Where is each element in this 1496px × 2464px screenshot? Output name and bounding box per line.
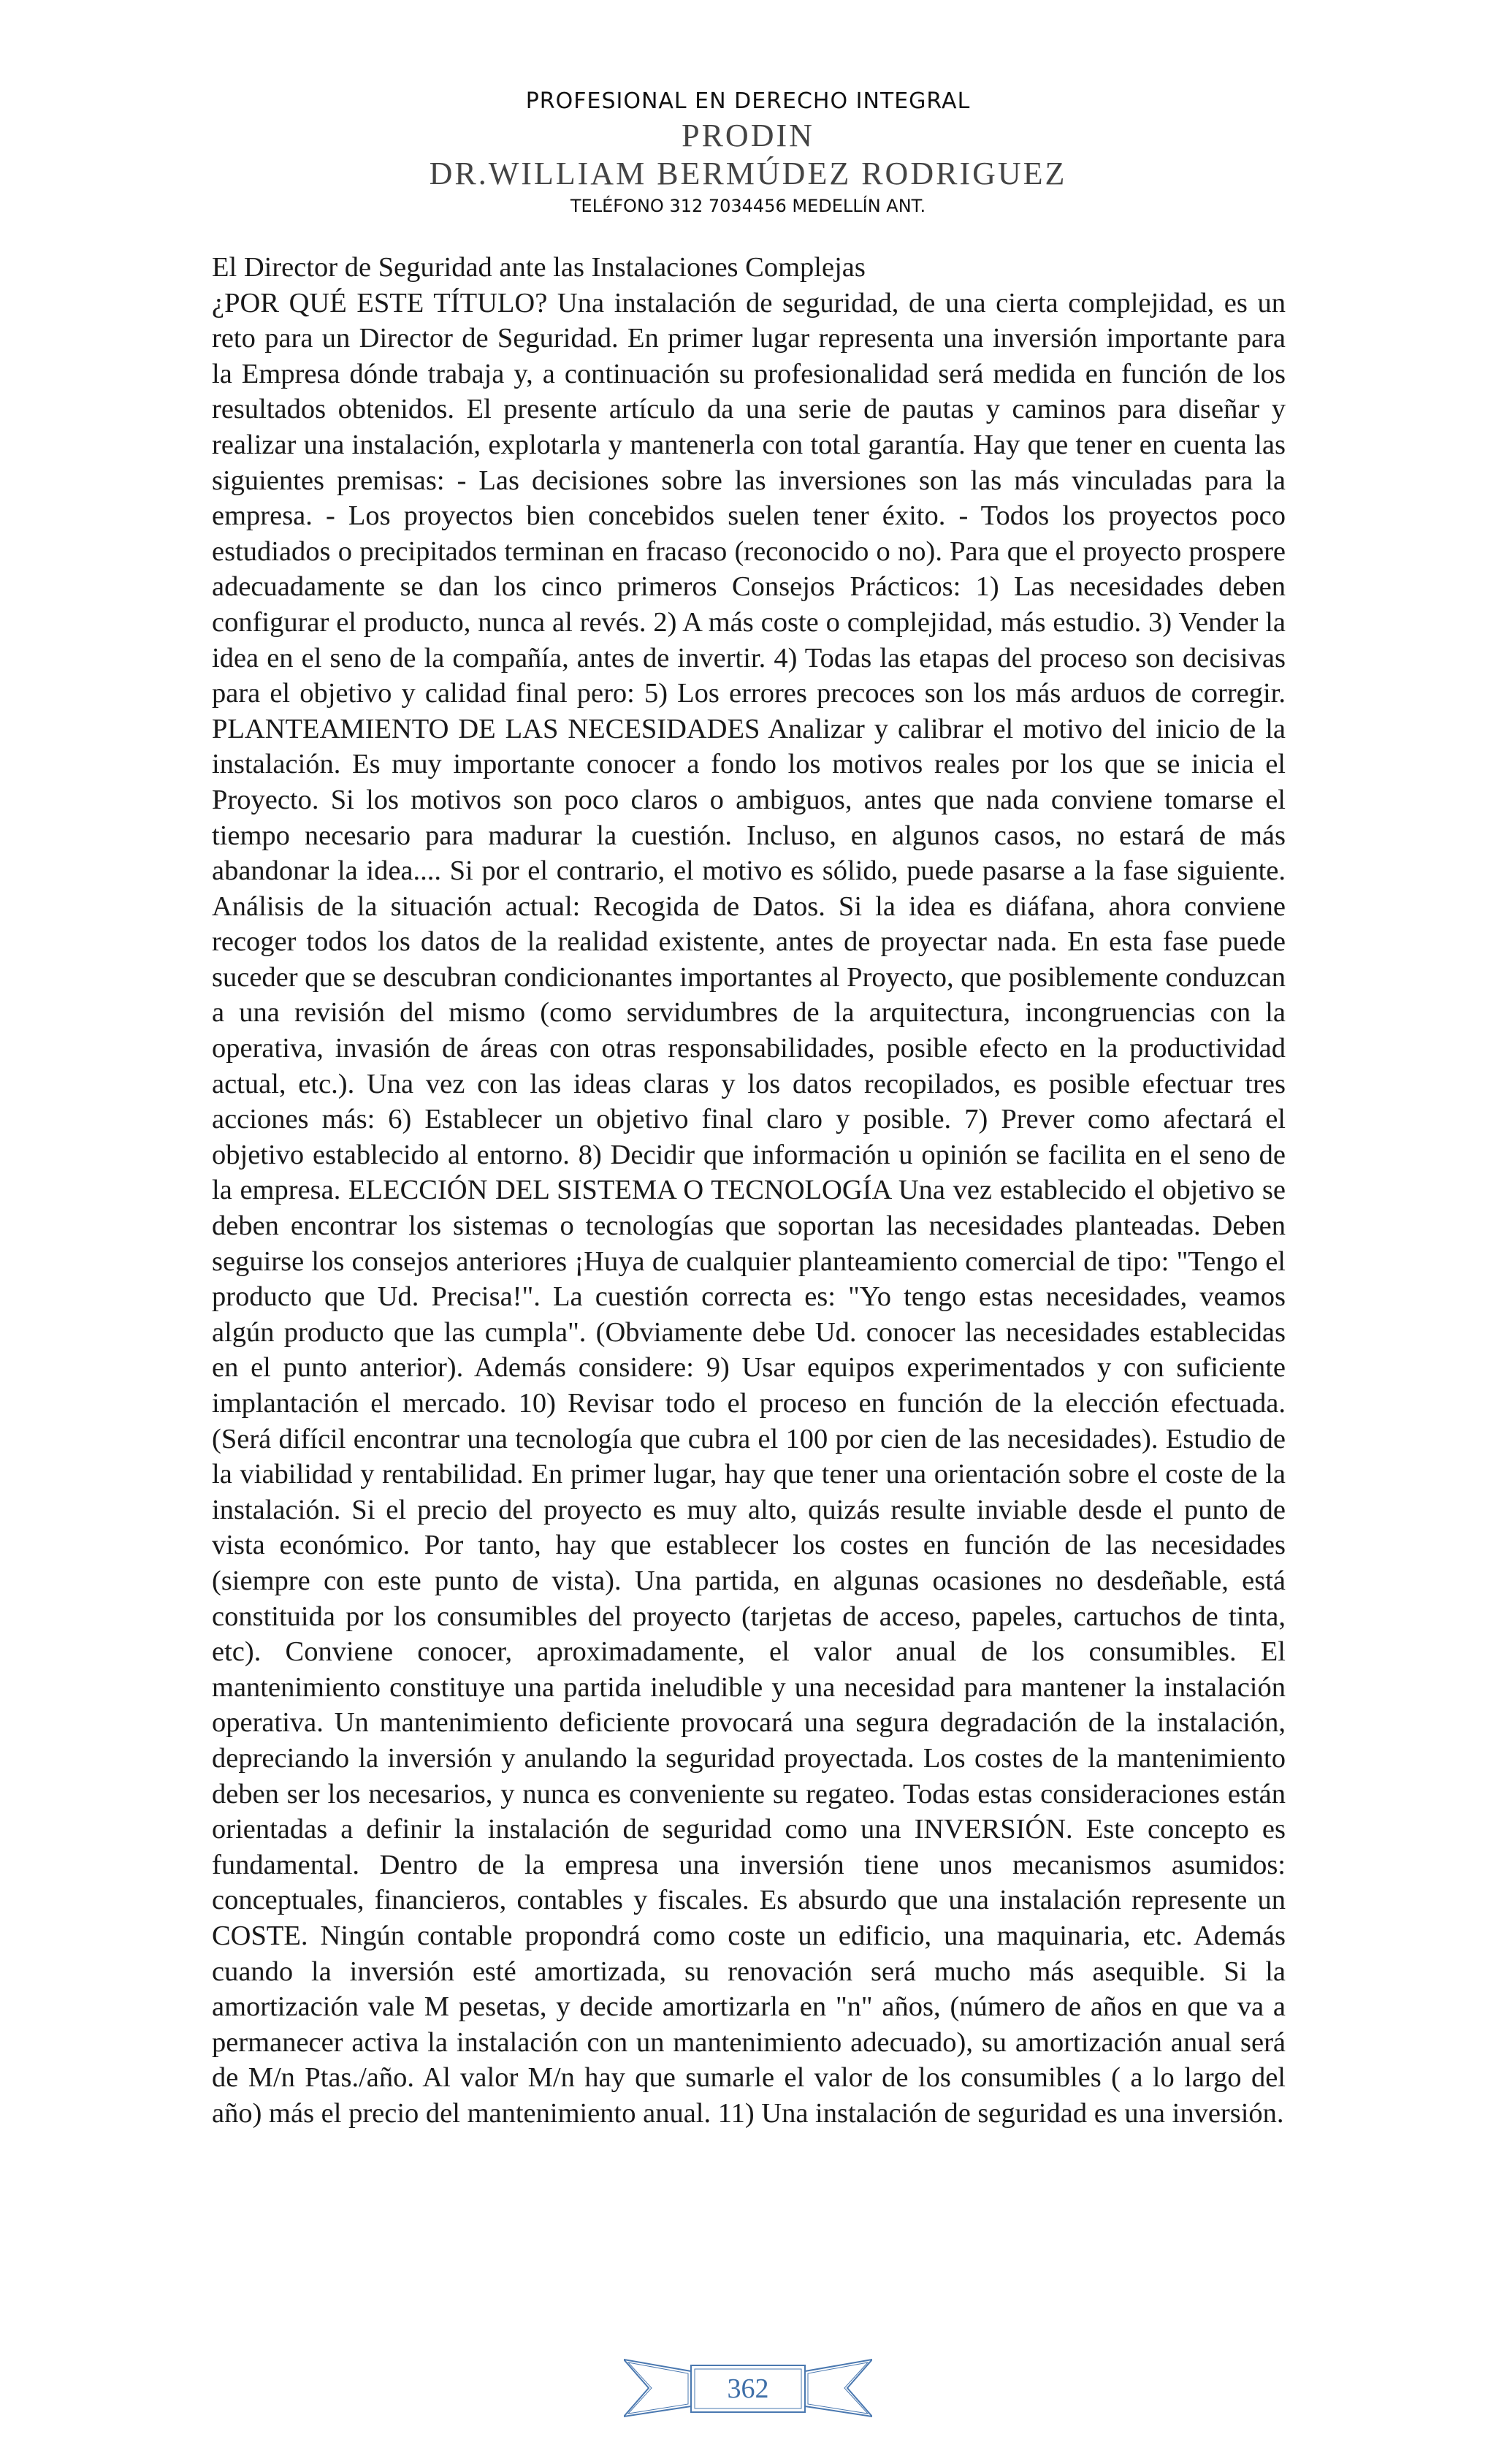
- letterhead-lawyer-name: DR.WILLIAM BERMÚDEZ RODRIGUEZ: [429, 156, 1067, 191]
- document-body: ¿POR QUÉ ESTE TÍTULO? Una instalación de seguridad, de una cierta complejidad, es un reto para un Director de Seguridad. En primer lugar representa una inversión importante para la Empresa dónde trabaja y, a continuación su profesionalidad será medida en función de los resultados obtenidos. El presente artículo da una serie de pautas y caminos para diseñar y realizar una instalación, explotarla y mantenerla con total garantía. Hay que tener en cuenta las siguientes premisas: - Las decisiones sobre las inversiones son las más vinculadas para la empresa. - Los proyectos bien concebidos suelen tener éxito. - Todos los proyectos poco estudiados o precipitados terminan en fracaso (reconocido o no). Para que el proyecto prospere adecuadamente se dan los cinco primeros Consejos Prácticos: 1) Las necesidades deben configurar el producto, nunca al revés. 2) A más coste o complejidad, más estudio. 3) Vender la idea en el seno de la compañía, antes de invertir. 4) Todas las etapas del proceso son decisivas para el objetivo y calidad final pero: 5) Los errores precoces son los más arduos de corregir. PLANTEAMIENTO DE LAS NECESIDADES Analizar y calibrar el motivo del inicio de la instalación. Es muy importante conocer a fondo los motivos reales por los que se inicia el Proyecto. Si los motivos son poco claros o ambiguos, antes que nada conviene tomarse el tiempo necesario para madurar la cuestión. Incluso, en algunos casos, no estará de más abandonar la idea.... Si por el contrario, el motivo es sólido, puede pasarse a la fase siguiente. Análisis de la situación actual: Recogida de Datos. Si la idea es diáfana, ahora conviene recoger todos los datos de la realidad existente, antes de proyectar nada. En esta fase puede suceder que se descubran condicionantes importantes al Proyecto, que posiblemente conduzcan a una revisión del mismo (como servidumbres de la arquitectura, incongruencias con la operativa, invasión de áreas con otras responsabilidades, posible efecto en la productividad actual, etc.). Una vez con las ideas claras y los datos recopilados, es posible efectuar tres acciones más: 6) Establecer un objetivo final claro y posible. 7) Prever como afectará el objetivo establecido al entorno. 8) Decidir que información u opinión se facilita en el seno de la empresa. ELECCIÓN DEL SISTEMA O TECNOLOGÍA Una vez establecido el objetivo se deben encontrar los sistemas o tecnologías que soportan las necesidades planteadas. Deben seguirse los consejos anteriores ¡Huya de cualquier planteamiento comercial de tipo: "Tengo el producto que Ud. Precisa!". La cuestión correcta es: "Yo tengo estas necesidades, veamos algún producto que las cumpla". (Obviamente debe Ud. conocer las necesidades establecidas en el punto anterior). Además considere: 9) Usar equipos experimentados y con suficiente implantación el mercado. 10) Revisar todo el proceso en función de la elección efectuada. (Será difícil encontrar una tecnología que cubra el 100 por cien de las necesidades). Estudio de la viabilidad y rentabilidad. En primer lugar, hay que tener una orientación sobre el coste de la instalación. Si el precio del proyecto es muy alto, quizás resulte inviable desde el punto de vista económico. Por tanto, hay que establecer los costes en función de las necesidades (siempre con este punto de vista). Una partida, en algunas ocasiones no desdeñable, está constituida por los consumibles del proyecto (tarjetas de acceso, papeles, cartuchos de tinta, etc). Conviene conocer, aproximadamente, el valor anual de los consumibles. El mantenimiento constituye una partida ineludible y una necesidad para mantener la instalación operativa. Un mantenimiento deficiente provocará una segura degradación de la instalación, depreciando la inversión y anulando la seguridad proyectada. Los costes de la mantenimiento deben ser los necesarios, y nunca es conveniente su regateo. Todas estas consideraciones están orientadas a definir la instalación de seguridad como una INVERSIÓN. Este concepto es fundamental. Dentro de la empresa una inversión tiene unos mecanismos asumidos: conceptuales, financieros, contables y fiscales. Es absurdo que una instalación represente un COSTE. Ningún contable propondrá como coste un edificio, una maquinaria, etc. Además cuando la inversión esté amortizada, su renovación será mucho más asequible. Si la amortización vale M pesetas, y decide amortizarla en "n" años, (número de años en que va a permanecer activa la instalación con un mantenimiento adecuado), su amortización anual será de M/n Ptas./año. Al valor M/n hay que sumarle el valor de los consumibles ( a lo largo del año) más el precio del mantenimiento anual. 11) Una instalación de seguridad es una inversión.: [212, 287, 1286, 2129]
- letterhead-phone: TELÉFONO 312 7034456 MEDELLÍN ANT.: [570, 196, 926, 216]
- page-footer: [624, 2349, 872, 2425]
- letterhead-firm-name: PROFESIONAL EN DERECHO INTEGRAL: [525, 88, 971, 114]
- page-number: 362: [727, 2373, 769, 2404]
- document-content: [212, 250, 1286, 2131]
- document-title: El Director de Seguridad ante las Instalaciones Complejas: [212, 252, 866, 283]
- letterhead: [0, 86, 1496, 219]
- letterhead-acronym: PRODIN: [682, 118, 814, 153]
